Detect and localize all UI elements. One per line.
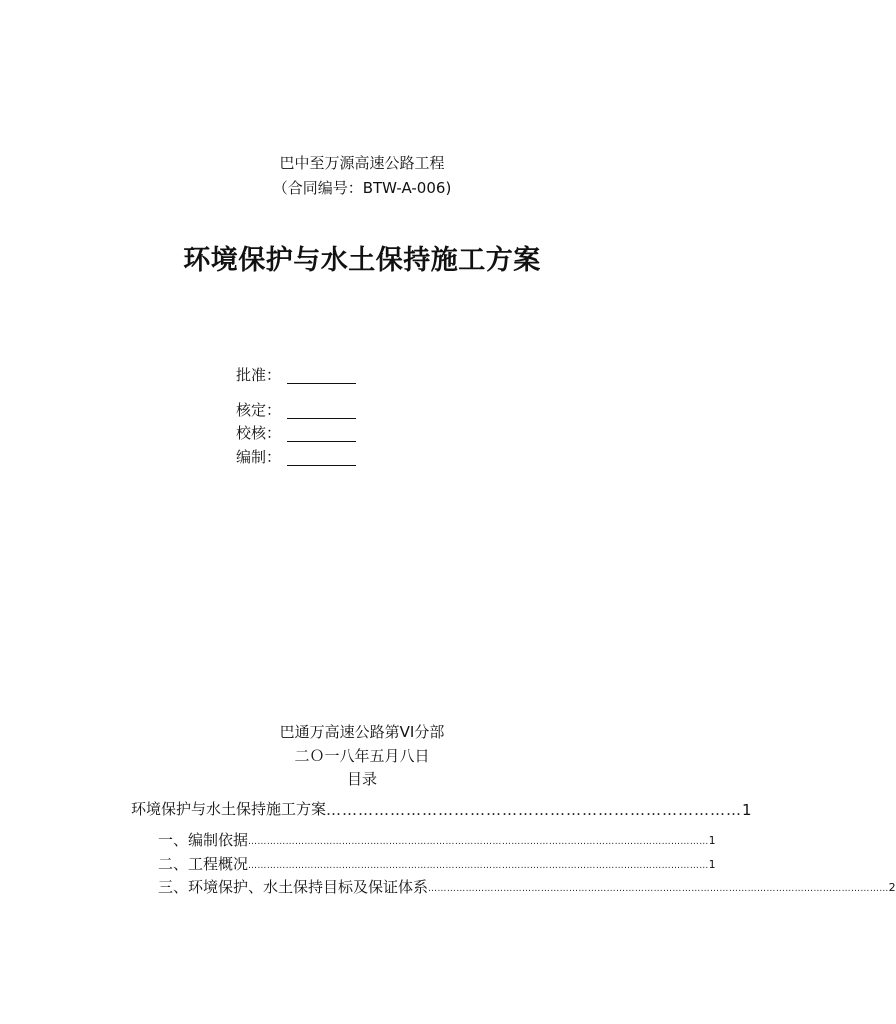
project-name: 巴中至万源高速公路工程 [279,154,445,172]
toc-leader-dots: ………………………………………………………………………………………………………………………………… [428,884,889,894]
signature-row-verify [236,399,436,421]
signature-line [287,383,356,384]
signature-row-prepare [236,446,436,468]
toc-heading: 目录 [346,770,377,788]
issue-date: 二Ｏ一八年五月八日 [294,747,430,765]
toc-entry-page: 1 [708,858,716,871]
signature-label: 校核： [236,424,282,442]
toc-leader-dots: ………………………………………………………………………………………………………………………………… [248,861,709,871]
signature-label: 编制： [236,448,282,466]
toc-entry[interactable] [158,876,896,897]
contract-number: （合同编号：BTW-A-006) [272,179,452,197]
toc-entry[interactable] [158,853,716,874]
document-title: 环境保护与水土保持施工方案 [183,245,541,276]
signature-line [287,465,356,466]
toc-leader-dots: …………………………………………………………………… [326,801,743,819]
toc-entry-title: 一、编制依据 [158,831,249,849]
signature-row-approve [236,364,436,386]
toc-entry-title: 三、环境保护、水土保持目标及保证体系 [158,878,429,896]
toc-entry-page: 1 [742,801,752,819]
toc-leader-dots: ………………………………………………………………………………………………………………………………… [248,837,709,847]
toc-entry-main[interactable] [131,798,752,819]
issuing-unit: 巴通万高速公路第VI分部 [279,723,445,741]
signature-line [287,441,356,442]
signature-label: 核定： [236,401,282,419]
toc-entry-title: 二、工程概况 [158,855,249,873]
signature-label: 批准： [236,366,282,384]
signature-row-check [236,422,436,444]
toc-entry-page: 2 [888,881,896,894]
toc-entry[interactable] [158,829,716,850]
toc-entry-title: 环境保护与水土保持施工方案 [131,800,327,818]
toc-entry-page: 1 [708,834,716,847]
signature-line [287,418,356,419]
